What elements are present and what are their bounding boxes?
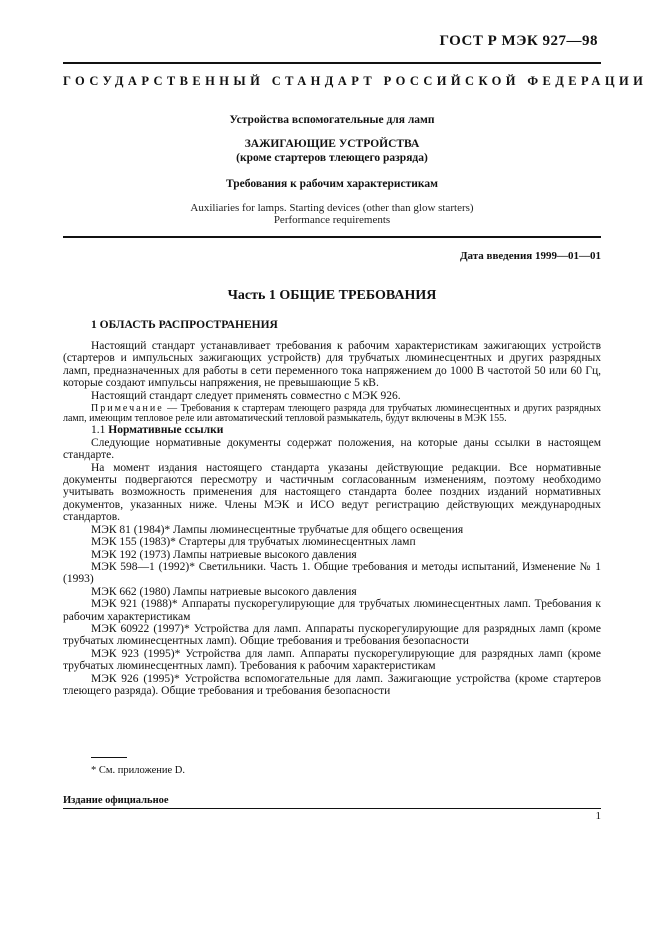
bottom-rule	[63, 808, 601, 809]
introduction-date: Дата введения 1999—01—01	[459, 250, 601, 262]
english-title-line-1: Auxiliaries for lamps. Starting devices (other than glow starters)	[190, 202, 474, 214]
body-text	[63, 340, 601, 697]
section-1-title: 1 ОБЛАСТЬ РАСПРОСТРАНЕНИЯ	[91, 319, 278, 331]
paragraph-scope: Настоящий стандарт устанавливает требования к рабочим характеристикам зажигающих устройств (стартеров и импульсных зажигающих устройств) для трубчатых люминесцентных и других разрядных ламп, предназначенных для работы в сети переменного тока напряжением до 1000 В частотой 50 или 60 Гц, которые создают импульсы напряжения, не превышающие 5 кВ.	[63, 340, 601, 390]
top-rule	[63, 62, 601, 64]
subsection-title: Нормативные ссылки	[108, 424, 224, 437]
reference-item: МЭК 81 (1984)* Лампы люминесцентные трубчатые для общего освещения	[91, 523, 464, 536]
english-title-line-2: Performance requirements	[273, 214, 391, 226]
part-title: Часть 1 ОБЩИЕ ТРЕБОВАНИЯ	[227, 288, 437, 303]
title-line-4: Требования к рабочим характеристикам	[226, 178, 438, 190]
footnote-rule	[91, 757, 127, 758]
page-number: 1	[595, 810, 601, 822]
reference-item: МЭК 926 (1995)* Устройства вспомогательные для ламп. Зажигающие устройства (кроме стартеров тлеющего разряда). Общие требования и требования безопасности	[63, 672, 601, 697]
title-rule	[63, 236, 601, 238]
reference-item: МЭК 923 (1995)* Устройства для ламп. Аппараты пускорегулирующие для разрядных ламп (кроме трубчатых люминесцентных ламп). Требования к рабочим характеристикам	[63, 647, 601, 673]
note	[63, 404, 601, 424]
paragraph-use-with: Настоящий стандарт следует применять совместно с МЭК 926.	[91, 389, 401, 402]
paragraph-normative-docs: Следующие нормативные документы содержат положения, на которые даны ссылки в настоящем стандарте.	[63, 436, 601, 462]
english-title	[63, 202, 601, 226]
paragraph-editions: На момент издания настоящего стандарта указаны действующие редакции. Все нормативные документы подвергаются пересмотру и частичным согласованным изменениям, поэтому необходимо учитывать возможность применения для настоящего стандарта более поздних изданий нормативных документов, указанных ниже. Члены МЭК и ИСО ведут регистрацию действующих международных стандартов.	[63, 461, 601, 524]
title-main	[63, 137, 601, 165]
note-text: — Требования к стартерам тлеющего разряда для трубчатых люминесцентных и других разрядных ламп, имеющим тепловое реле или автоматический тепловой размыкатель, будут включены в МЭК 155.	[63, 403, 601, 425]
note-label: Примечание	[91, 403, 164, 415]
title-line-2: ЗАЖИГАЮЩИЕ УСТРОЙСТВА	[244, 138, 420, 150]
reference-item: МЭК 192 (1973) Лампы натриевые высокого давления	[91, 548, 357, 561]
subsection-1-1-heading	[63, 424, 601, 436]
reference-item: МЭК 598—1 (1992)* Светильники. Часть 1. Общие требования и методы испытаний, Изменение № 1 (1993)	[63, 560, 601, 586]
reference-item: МЭК 155 (1983)* Стартеры для трубчатых люминесцентных ламп	[91, 536, 416, 549]
subsection-number: 1.1	[91, 424, 109, 437]
official-edition-label: Издание официальное	[63, 795, 169, 806]
reference-item: МЭК 662 (1980) Лампы натриевые высокого давления	[91, 585, 357, 598]
state-standard-heading: ГОСУДАРСТВЕННЫЙ СТАНДАРТ РОССИЙСКОЙ ФЕДЕРАЦИИ	[63, 74, 648, 88]
reference-item: МЭК 60922 (1997)* Устройства для ламп. Аппараты пускорегулирующие для разрядных ламп (кроме трубчатых люминесцентных ламп). Общие требования и требования безопасности	[63, 622, 601, 648]
document-number: ГОСТ Р МЭК 927—98	[439, 33, 598, 49]
title-line-1: Устройства вспомогательные для ламп	[229, 114, 435, 126]
title-line-3: (кроме стартеров тлеющего разряда)	[236, 152, 428, 164]
footnote: * См. приложение D.	[91, 765, 185, 776]
reference-item: МЭК 921 (1988)* Аппараты пускорегулирующие для трубчатых люминесцентных ламп. Требования к рабочим характеристикам	[63, 598, 601, 623]
